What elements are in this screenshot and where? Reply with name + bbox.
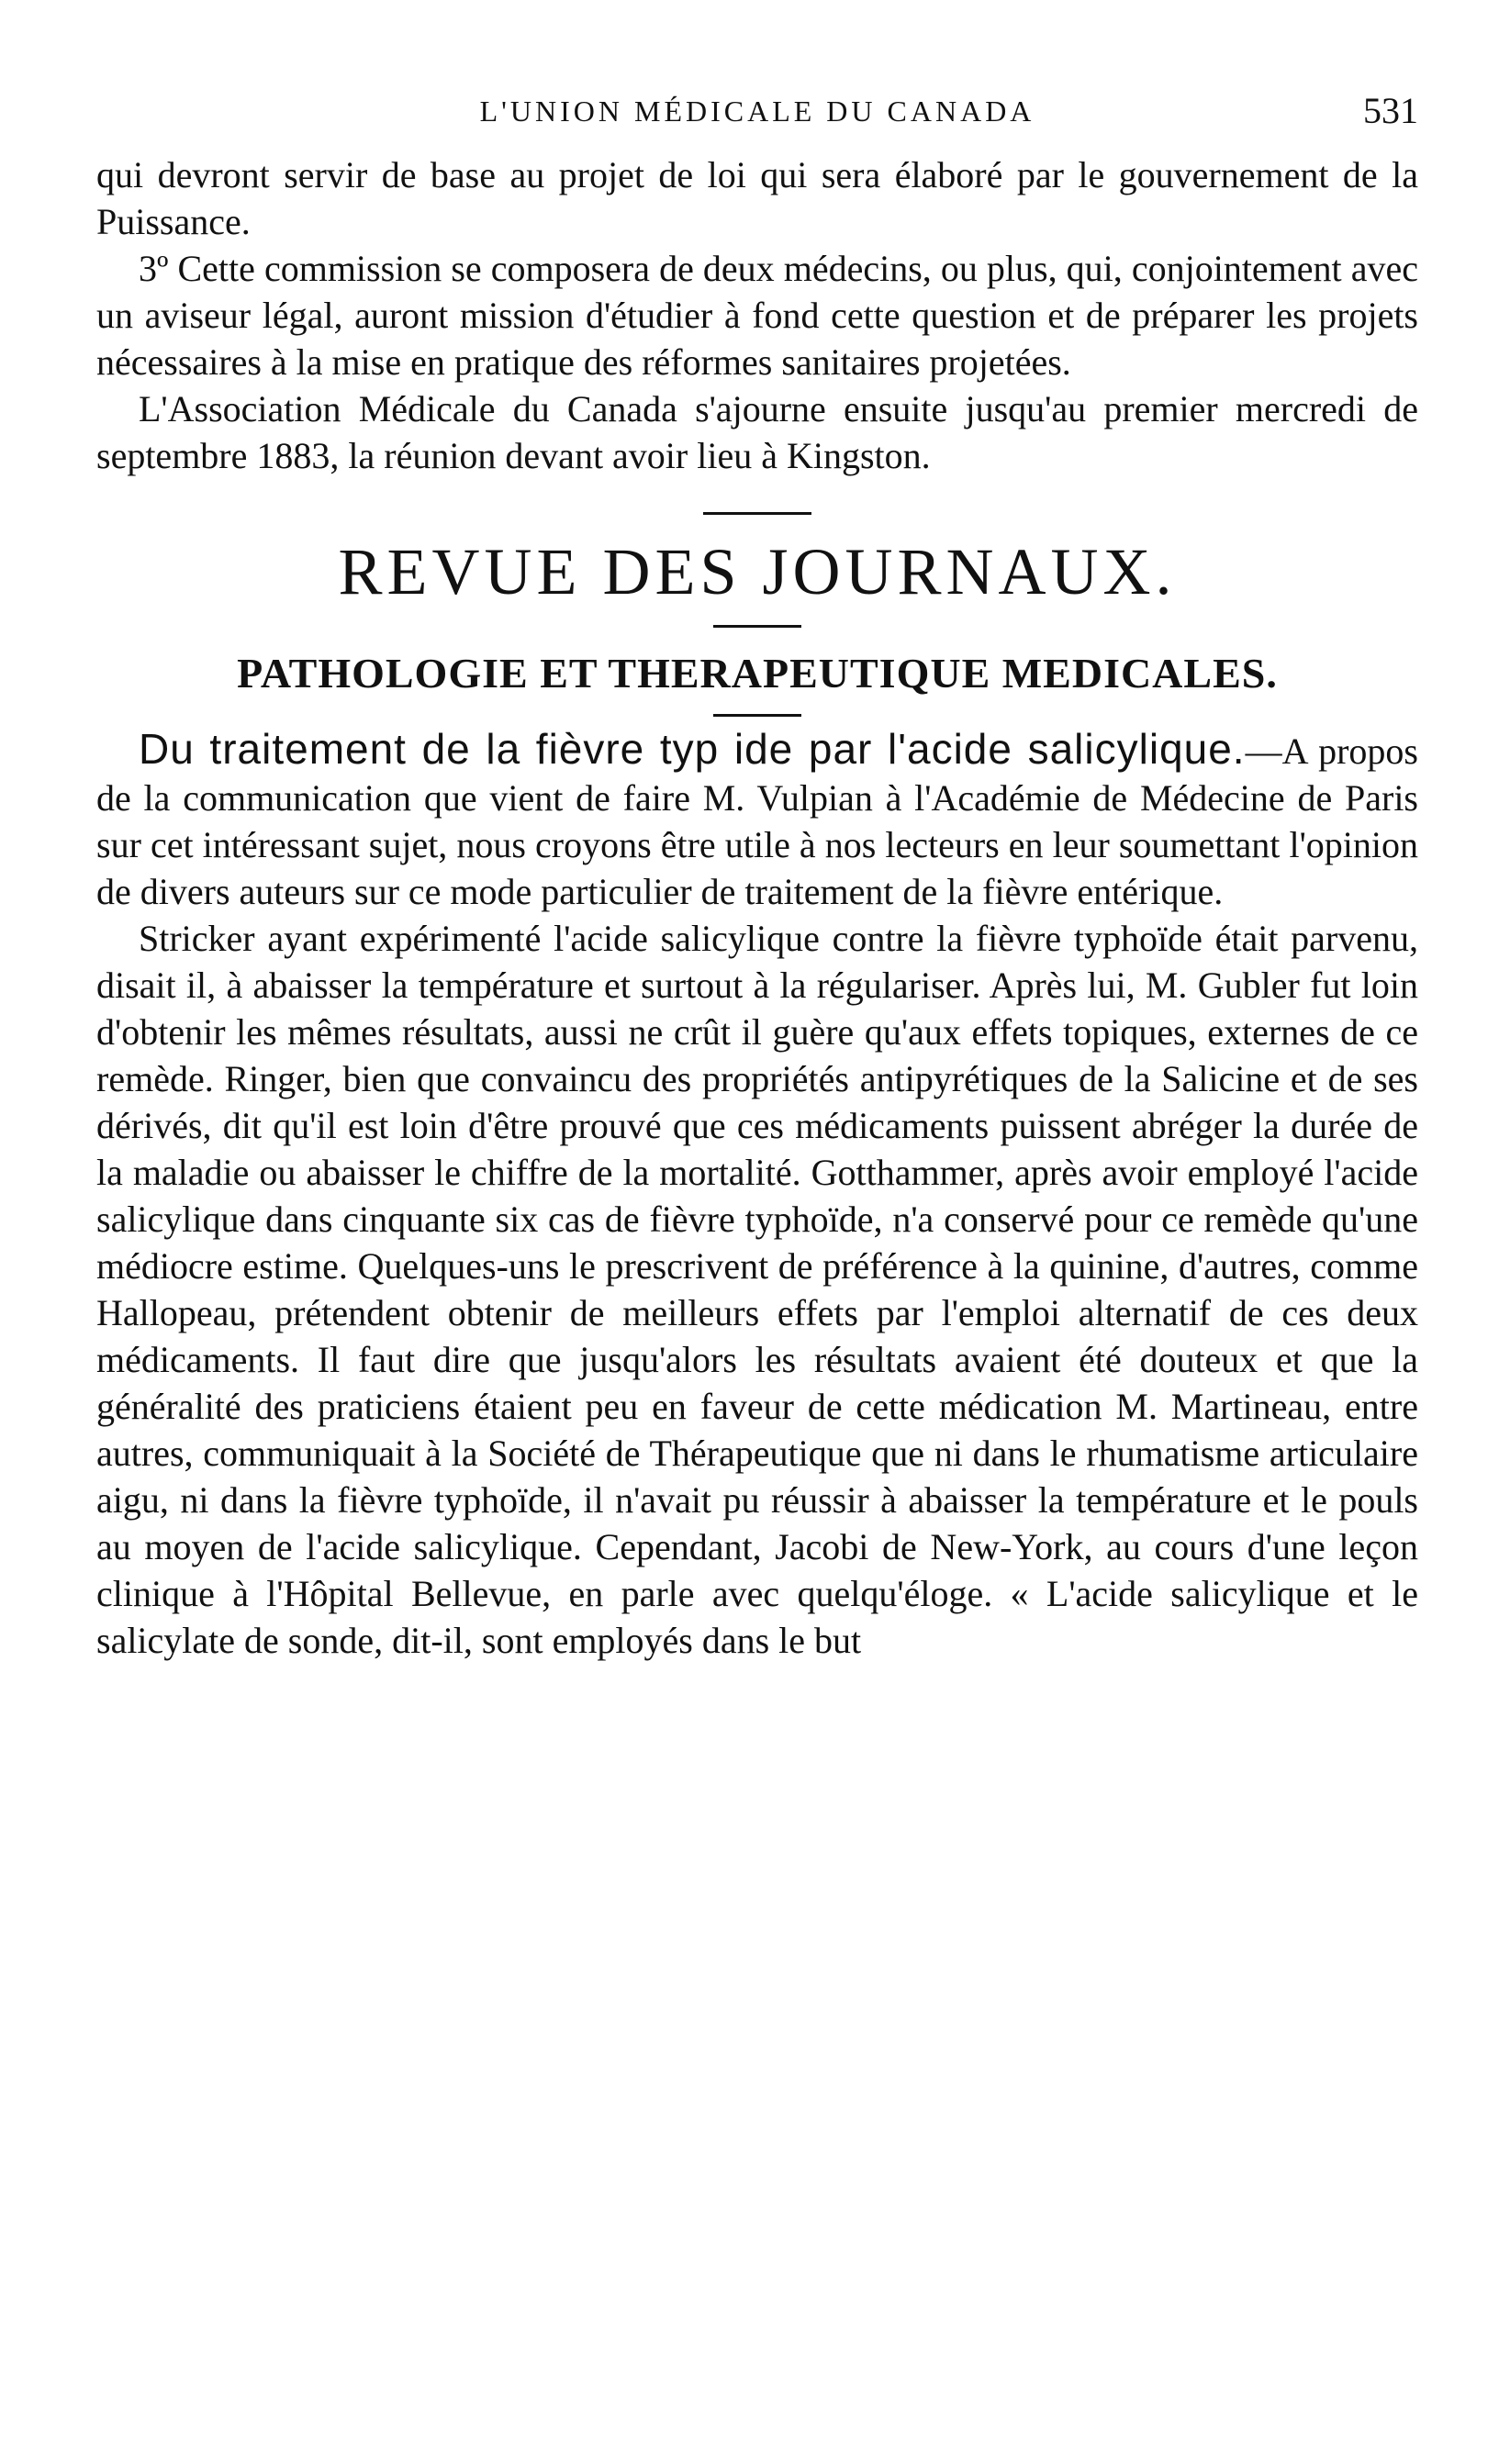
article-body-paragraph: Stricker ayant expérimenté l'acide salicylique contre la fièvre typhoïde était parvenu, disait il, à abaisser la température et surtout à la régulariser. Après lui, M. Gubler fut loin d'obtenir les mêmes résultats, aussi ne crût il guère qu'aux effets topiques, externes de ce remède. Ringer, bien que convaincu des propriétés antipyrétiques de la Salicine et de ses dérivés, dit qu'il est loin d'être prouvé que ces médicaments puissent abréger la durée de la maladie ou abaisser le chiffre de la mortalité. Gotthammer, après avoir employé l'acide salicylique dans cinquante six cas de fièvre typhoïde, n'a conservé pour ce remède qu'une médiocre estime. Quelques-uns le prescrivent de préférence à la quinine, d'autres, comme Hallopeau, prétendent obtenir de meilleurs effets par l'emploi alternatif de ces deux médicaments. Il faut dire que jusqu'alors les résultats avaient été douteux et que la généralité des praticiens étaient peu en faveur de cette médication M. Martineau, entre autres, communiquait à la Société de Thérapeutique que ni dans le rhumatisme articulaire aigu, ni dans la fièvre typhoïde, il n'avait pu réussir à abaisser la température et le pouls au moyen de l'acide salicylique. Cependant, Jacobi de New-York, au cours d'une leçon clinique à l'Hôpital Bellevue, en parle avec quelqu'éloge. « L'acide salicylique et le salicylate de sonde, dit-il, sont employés dans le but [96,918,1418,1661]
page-number: 531 [1363,90,1418,131]
running-title: L'UNION MÉDICALE DU CANADA [479,95,1035,128]
article-title: Du traitement de la fièvre typ ide par l'acide salicylique. [139,725,1246,773]
paragraph-commission: 3º Cette commission se composera de deux médecins, ou plus, qui, conjointement avec un aviseur légal, auront mission d'étudier à fond cette question et de préparer les projets nécessaires à la mise en pratique des réformes sanitaires projetées. [96,248,1418,383]
article-lead-text: —A propos de la communication que vient de faire M. Vulpian à l'Académie de Médecine de Paris sur cet intéressant sujet, nous croyons être utile à nos lecteurs en leur soumettant l'opinion de divers auteurs sur ce mode particulier de traitement de la fièvre entérique. [96,730,1418,912]
subsection-title: PATHOLOGIE ET THERAPEUTIQUE MEDICALES. [237,650,1278,697]
paragraph-adjournment: L'Association Médicale du Canada s'ajourne ensuite jusqu'au premier mercredi de septembre 1883, la réunion devant avoir lieu à Kingston. [96,388,1418,476]
divider-rule [713,625,801,628]
page-header [96,87,1418,151]
divider-rule [703,512,811,515]
paragraph-continuation: qui devront servir de base au projet de loi qui sera élaboré par le gouvernement de la Puissance. [96,154,1418,242]
document-page [96,87,1418,1664]
article-lead-paragraph [96,726,1418,915]
section-title: REVUE DES JOURNAUX. [338,535,1177,608]
divider-rule [713,714,801,717]
